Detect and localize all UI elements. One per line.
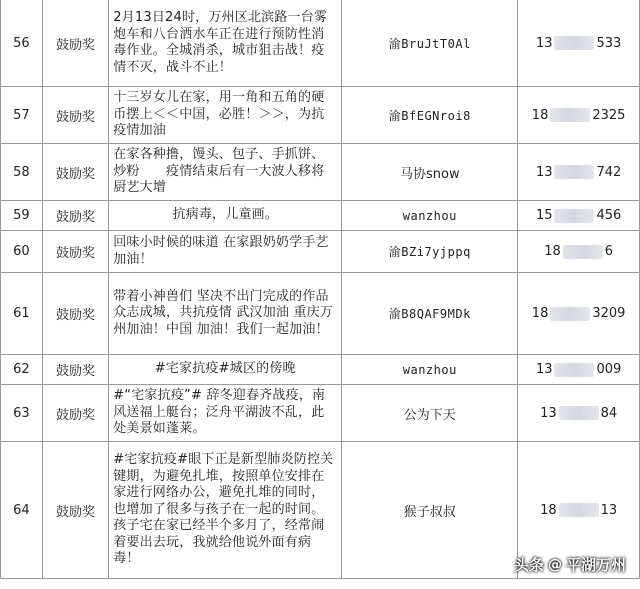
phone-redaction <box>554 209 594 223</box>
nickname: wanzhou <box>342 355 518 385</box>
entry-description: 2月13日24时，万州区北滨路一台雾炮车和八台洒水车正在进行预防性消毒作业。全城消杀，城市狙击战！疫情不灭，战斗不止！ <box>109 0 342 87</box>
award-level: 鼓励奖 <box>42 0 108 87</box>
watermark-prefix: 头条 <box>513 556 544 574</box>
watermark-at: @ <box>547 556 562 573</box>
phone-redaction <box>554 363 594 377</box>
table-row <box>1 0 640 87</box>
nickname: wanzhou <box>342 201 518 231</box>
phone-number <box>518 0 640 87</box>
row-number: 63 <box>1 385 43 442</box>
phone-redaction <box>554 165 594 179</box>
entry-description: #“宅家抗疫”# 辞冬迎春齐战疫，南风送福上艇台；泛舟平湖波不乱，此处美景如蓬莱。 <box>109 385 342 442</box>
nickname: 渝BfEGNroi8 <box>342 87 518 144</box>
phone-number <box>518 201 640 231</box>
phone-suffix: 742 <box>596 164 622 180</box>
phone-number <box>518 144 640 201</box>
table-row <box>1 231 640 273</box>
award-level: 鼓励奖 <box>42 231 108 273</box>
entry-description: 带着小神兽们 坚决不出门完成的作品 众志成城，共抗疫情 武汉加油 重庆万州加油！中国 加油！我们一起加油！ <box>109 273 342 355</box>
phone-masked <box>518 244 639 259</box>
award-level: 鼓励奖 <box>42 355 108 385</box>
nickname: 猴子叔叔 <box>342 442 518 579</box>
phone-masked <box>518 306 639 321</box>
table-row <box>1 144 640 201</box>
award-level: 鼓励奖 <box>42 273 108 355</box>
phone-suffix: 13 <box>600 502 618 518</box>
award-level: 鼓励奖 <box>42 385 108 442</box>
entry-description: 抗病毒，儿童画。 <box>109 201 342 231</box>
award-level: 鼓励奖 <box>42 144 108 201</box>
table-row <box>1 385 640 442</box>
phone-prefix: 18 <box>531 306 549 321</box>
row-number: 57 <box>1 87 43 144</box>
entry-description: 在家各种撸，馒头、包子、手抓饼、炒粉 疫情结束后有一大波人移将厨艺大增 <box>109 144 342 201</box>
award-level: 鼓励奖 <box>42 87 108 144</box>
table-row <box>1 87 640 144</box>
watermark-name: 平湖万州 <box>565 556 626 574</box>
nickname: 公为下天 <box>342 385 518 442</box>
entry-description: 十三岁女儿在家，用一角和五角的硬币摆上＜＜中国，必胜！＞＞，为抗疫情加油 <box>109 87 342 144</box>
phone-number <box>518 355 640 385</box>
table-row <box>1 355 640 385</box>
row-number: 61 <box>1 273 43 355</box>
phone-prefix: 13 <box>540 405 557 421</box>
phone-redaction <box>559 406 599 420</box>
phone-prefix: 18 <box>531 107 549 123</box>
phone-suffix: 6 <box>604 244 614 259</box>
phone-prefix: 13 <box>535 362 553 377</box>
nickname: 渝BruJtT0Al <box>342 0 518 87</box>
row-number: 62 <box>1 355 43 385</box>
row-number: 56 <box>1 0 43 87</box>
row-number: 60 <box>1 231 43 273</box>
phone-redaction <box>554 36 594 50</box>
phone-number <box>518 273 640 355</box>
table-row <box>1 273 640 355</box>
phone-suffix: 3209 <box>592 306 626 321</box>
phone-masked <box>518 503 639 518</box>
nickname: 马协snow <box>342 144 518 201</box>
phone-redaction <box>563 245 603 259</box>
phone-suffix: 2325 <box>592 107 626 123</box>
phone-masked <box>518 108 639 123</box>
award-level: 鼓励奖 <box>42 442 108 579</box>
award-level: 鼓励奖 <box>42 201 108 231</box>
phone-prefix: 18 <box>540 502 557 518</box>
phone-masked <box>518 165 639 180</box>
row-number: 64 <box>1 442 43 579</box>
phone-masked <box>518 406 639 421</box>
phone-suffix: 84 <box>600 405 618 421</box>
entry-description: #宅家抗疫#城区的傍晚 <box>109 355 342 385</box>
phone-prefix: 15 <box>535 208 553 223</box>
phone-redaction <box>550 307 590 321</box>
table-row <box>1 201 640 231</box>
watermark <box>514 554 626 575</box>
phone-suffix: 009 <box>596 362 622 377</box>
phone-number <box>518 231 640 273</box>
phone-number <box>518 385 640 442</box>
nickname: 渝B8QAF9MDk <box>342 273 518 355</box>
phone-number <box>518 87 640 144</box>
phone-masked <box>518 362 639 377</box>
phone-masked <box>518 208 639 223</box>
phone-redaction <box>559 503 599 517</box>
phone-suffix: 533 <box>596 35 622 51</box>
phone-suffix: 456 <box>596 208 622 223</box>
phone-masked <box>518 36 639 51</box>
phone-prefix: 13 <box>535 164 553 180</box>
nickname: 渝BZi7yjppq <box>342 231 518 273</box>
phone-prefix: 13 <box>535 35 553 51</box>
entry-description: #宅家抗疫#眼下正是新型肺炎防控关键期，为避免扎堆，按照单位安排在家进行网络办公，避免扎堆的同时，也增加了很多与孩子在一起的时间。孩子宅在家已经半个多月了，经常闹着要出去玩，我就给他说外面有病毒！ <box>109 442 342 579</box>
phone-prefix: 18 <box>544 244 561 259</box>
phone-redaction <box>550 108 590 122</box>
row-number: 59 <box>1 201 43 231</box>
row-number: 58 <box>1 144 43 201</box>
entry-description: 回味小时候的味道 在家跟奶奶学手艺 加油！ <box>109 231 342 273</box>
